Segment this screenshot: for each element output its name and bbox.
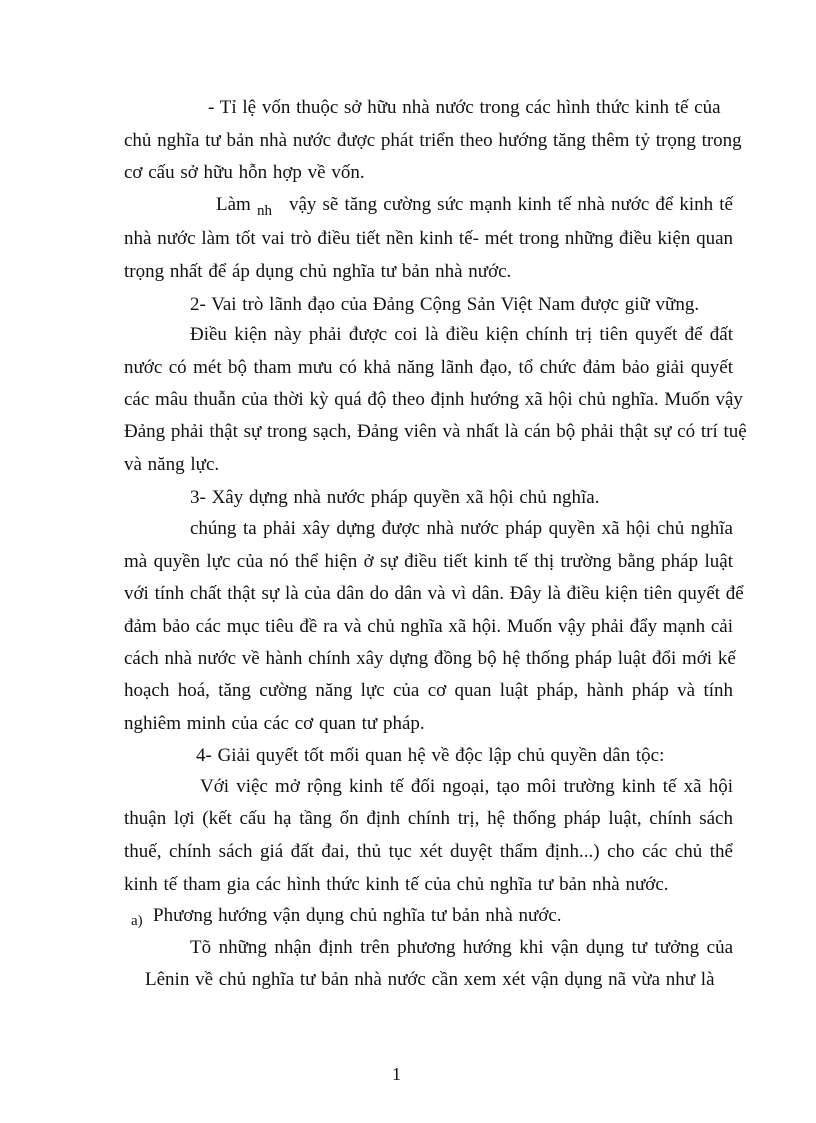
text-line: vậy sẽ tăng cường sức mạnh kinh tế nhà nước để kinh tế <box>289 194 733 215</box>
text-line: với tính chất thật sự là của dân do dân và vì dân. Đây là điều kiện tiên quyết để <box>124 583 744 604</box>
text-line: Điều kiện này phải được coi là điều kiện chính trị tiên quyết để đất <box>190 324 733 345</box>
text-line: nhà nước làm tốt vai trò điều tiết nền kinh tế- mét trong những điều kiện quan <box>124 228 733 249</box>
page-number: 1 <box>392 1064 401 1084</box>
text-line: thuận lợi (kết cấu hạ tầng ổn định chính trị, hệ thống pháp luật, chính sách <box>124 808 733 829</box>
text-line: nước có mét bộ tham mưu có khả năng lãnh đạo, tổ chức đảm bảo giải quyết <box>124 357 733 378</box>
section-heading: 3- Xây dựng nhà nước pháp quyền xã hội chủ nghĩa. <box>190 487 600 508</box>
text-line: - Tỉ lệ vốn thuộc sở hữu nhà nước trong các hình thức kinh tế của <box>208 97 721 118</box>
text-line: Đảng phải thật sự trong sạch, Đảng viên và nhất là cán bộ phải thật sự có trí tuệ <box>124 421 747 442</box>
text-line: thuế, chính sách giá đất đai, thủ tục xét duyệt thẩm định...) cho các chủ thể <box>124 841 733 862</box>
text-line: Lênin về chủ nghĩa tư bản nhà nước cần xem xét vận dụng nã vừa như là <box>145 969 715 990</box>
section-heading: 2- Vai trò lãnh đạo của Đảng Cộng Sản Việt Nam được giữ vững. <box>190 294 700 315</box>
text-line: cơ cấu sở hữu hỗn hợp về vốn. <box>124 162 365 183</box>
text-line: và năng lực. <box>124 454 220 475</box>
text-fragment: nh <box>257 203 272 219</box>
text-line: Tõ những nhận định trên phương hướng khi vận dụng tư tưởng của <box>190 937 733 958</box>
text-line: Với việc mở rộng kinh tế đối ngoại, tạo môi trường kinh tế xã hội <box>200 776 733 797</box>
text-line: nghiêm minh của các cơ quan tư pháp. <box>124 713 425 734</box>
section-heading: Phương hướng vận dụng chủ nghĩa tư bản nhà nước. <box>153 905 562 926</box>
text-line: cách nhà nước về hành chính xây dựng đồng bộ hệ thống pháp luật đổi mới kế <box>124 648 736 669</box>
text-line: trọng nhất để áp dụng chủ nghĩa tư bản nhà nước. <box>124 261 512 282</box>
text-line: các mâu thuẫn của thời kỳ quá độ theo định hướng xã hội chủ nghĩa. Muốn vậy <box>124 389 743 410</box>
text-line: chúng ta phải xây dựng được nhà nước pháp quyền xã hội chủ nghĩa <box>190 518 733 539</box>
text-line: Làm <box>216 194 251 215</box>
text-line: đảm bảo các mục tiêu đề ra và chủ nghĩa xã hội. Muốn vậy phải đẩy mạnh cải <box>124 616 733 637</box>
text-line: kinh tế tham gia các hình thức kinh tế của chủ nghĩa tư bản nhà nước. <box>124 874 669 895</box>
text-line: chủ nghĩa tư bản nhà nước được phát triển theo hướng tăng thêm tỷ trọng trong <box>124 130 742 151</box>
text-line: mà quyền lực của nó thể hiện ở sự điều tiết kinh tế thị trường bằng pháp luật <box>124 551 733 572</box>
list-marker: a) <box>131 913 143 929</box>
text-line: hoạch hoá, tăng cường năng lực của cơ quan luật pháp, hành pháp và tính <box>124 680 733 701</box>
section-heading: 4- Giải quyết tốt mối quan hệ về độc lập chủ quyền dân tộc: <box>196 745 665 766</box>
